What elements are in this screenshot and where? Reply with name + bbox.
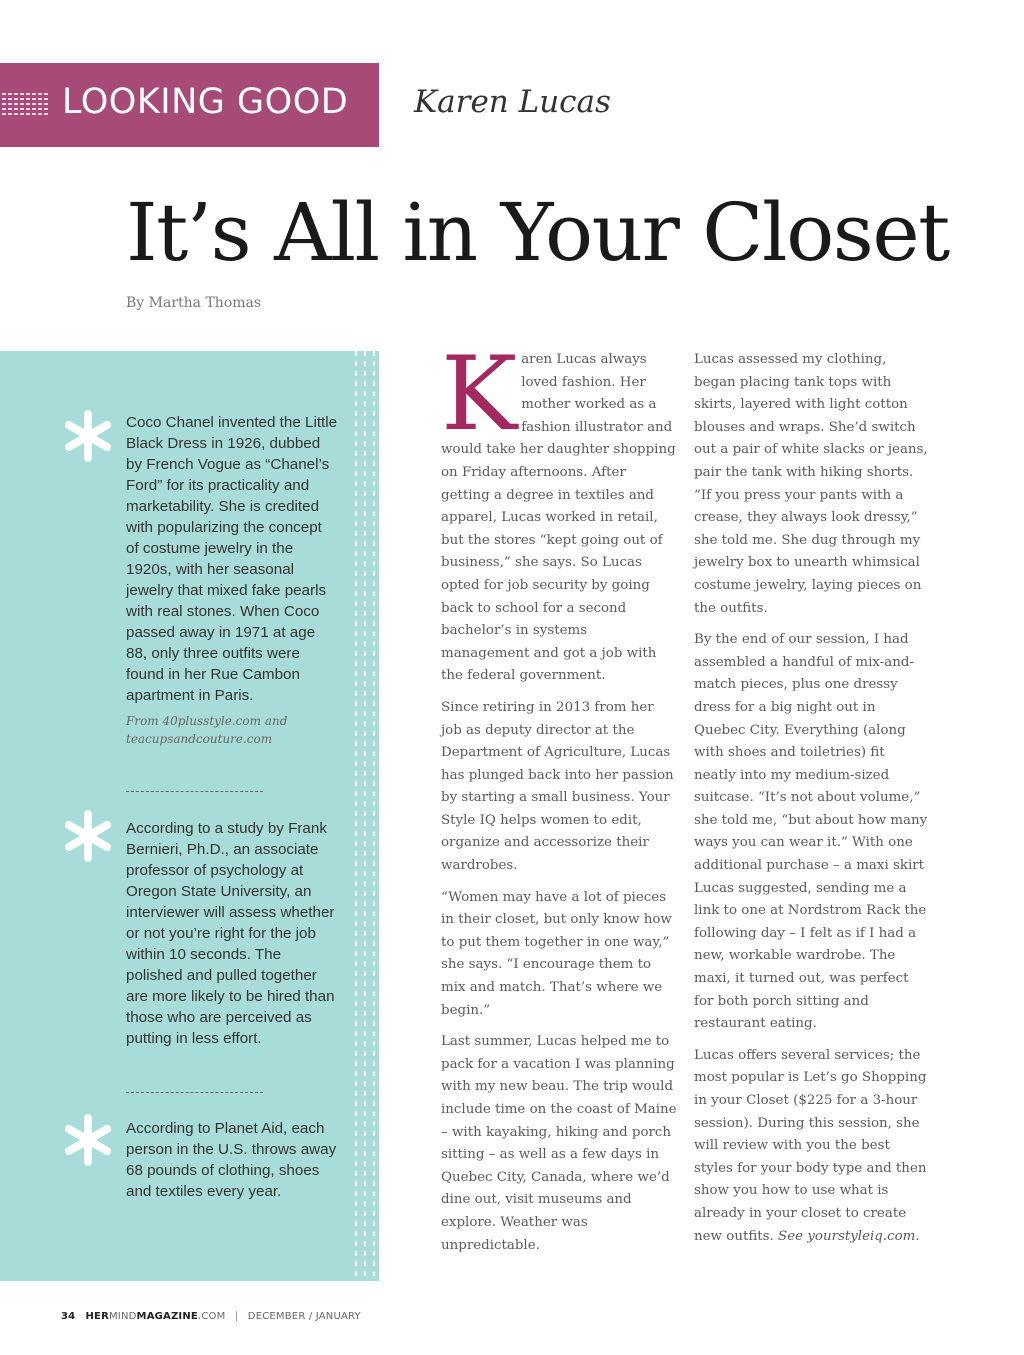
magazine-domain: .COM <box>197 1311 226 1322</box>
page-number: 34 <box>61 1311 76 1322</box>
asterisk-icon <box>60 808 116 864</box>
article-column-2 <box>694 349 930 1257</box>
asterisk-icon <box>60 1112 116 1168</box>
paragraph: Lucas assessed my clothing, began placing tank tops with skirts, layered with light cotton blouses and wraps. She’d switch out a pair of white slacks or jeans, pair the tank with hiking shorts. “If you press your pants with a crease, they always look dressy,” she told me. She dug through my jewelry box to unearth whimsical costume jewelry, laying pieces on the outfits. <box>694 352 928 616</box>
paragraph: By the end of our session, I had assembled a handful of mix-and-match pieces, plus one dressy dress for a big night out in Quebec City. Everything (along with shoes and toiletries) fit neatly into my medium-sized suitcase. “It’s not about volume,” she told me, “but about how many ways you can wear it.” With one additional purchase – a maxi skirt Lucas suggested, sending me a link to one at Nordstrom Rack the following day – I felt as if I had a new, workable wardrobe. The maxi, it turned out, was perfect for both porch sitting and restaurant eating. <box>694 632 928 1032</box>
magazine-name-bold: HER <box>85 1311 109 1322</box>
fact-source: From 40plusstyle.com and teacupsandcouture.com <box>126 714 288 746</box>
sidebar-fact-1 <box>126 412 338 748</box>
magazine-name-light: MIND <box>108 1311 137 1322</box>
sidebar-fact-3 <box>126 1118 338 1202</box>
section-title: LOOKING GOOD <box>62 82 349 122</box>
paragraph: Karen Lucas always loved fashion. Her mother worked as a fashion illustrator and would take her daughter shopping on Friday afternoons. After getting a degree in textiles and apparel, Lucas worked in retail, but the stores “kept going out of business,” she says. So Lucas opted for job security by going back to school for a second bachelor’s in systems management and got a job with the federal government. <box>441 335 676 684</box>
paragraph: Lucas offers several services; the most popular is Let’s go Shopping in your Closet ($225 for a 3-hour session). During this session, she will review with you the best styles for your body type and then show you how to use what is already in your closet to create new outfits. See yourstyleiq.com. <box>694 1047 927 1244</box>
magazine-name-bold-2: MAGAZINE <box>136 1311 198 1322</box>
divider <box>126 791 263 792</box>
byline: By Martha Thomas <box>126 295 262 311</box>
sidebar-fact-2 <box>126 818 338 1049</box>
article-column-1 <box>441 335 677 1266</box>
fact-text: According to a study by Frank Bernieri, Ph.D., an associate professor of psychology at Oregon State University, an interviewer will assess whether or not you’re right for the job within 10 seconds. The polished and pulled together are more likely to be hired than those who are perceived as putting in less effort. <box>126 820 335 1047</box>
paragraph: Last summer, Lucas helped me to pack for a vacation I was planning with my new beau. The trip would include time on the coast of Maine – with kayaking, hiking and porch sitting – as well as a few days in Quebec City, Canada, where we’d dine out, visit museums and explore. Weather was unpredictable. <box>441 1034 677 1253</box>
website-reference: See yourstyleiq.com. <box>778 1228 920 1244</box>
section-header-bar <box>0 63 379 147</box>
footer-separator: | <box>234 1311 239 1322</box>
drop-cap: K <box>441 335 518 454</box>
asterisk-icon <box>60 408 116 464</box>
page-footer <box>61 1311 361 1322</box>
fact-text: Coco Chanel invented the Little Black Dress in 1926, dubbed by French Vogue as “Chanel’s Ford” for its practicality and marketability. She is credited with popularizing the concept of costume jewelry in the 1920s, with her seasonal jewelry that mixed fake pearls with real stones. When Coco passed away in 1971 at age 88, only three outfits were found in her Rue Cambon apartment in Paris. <box>126 414 338 704</box>
stripes-icon <box>2 93 50 117</box>
dotted-border <box>351 351 379 1281</box>
paragraph: Since retiring in 2013 from her job as deputy director at the Department of Agriculture, Lucas has plunged back into her passion by starting a small business. Your Style IQ helps women to edit, organize and accessorize their wardrobes. <box>441 699 674 874</box>
article-headline: It’s All in Your Closet <box>126 186 949 279</box>
fact-text: According to Planet Aid, each person in the U.S. throws away 68 pounds of clothing, shoes and textiles every year. <box>126 1120 337 1200</box>
issue-date: DECEMBER / JANUARY <box>247 1311 361 1322</box>
column-name: Karen Lucas <box>414 84 611 120</box>
paragraph: “Women may have a lot of pieces in their closet, but only know how to put them together in one way,” she says. “I encourage them to mix and match. That’s where we begin.” <box>441 889 672 1018</box>
divider <box>126 1092 263 1093</box>
